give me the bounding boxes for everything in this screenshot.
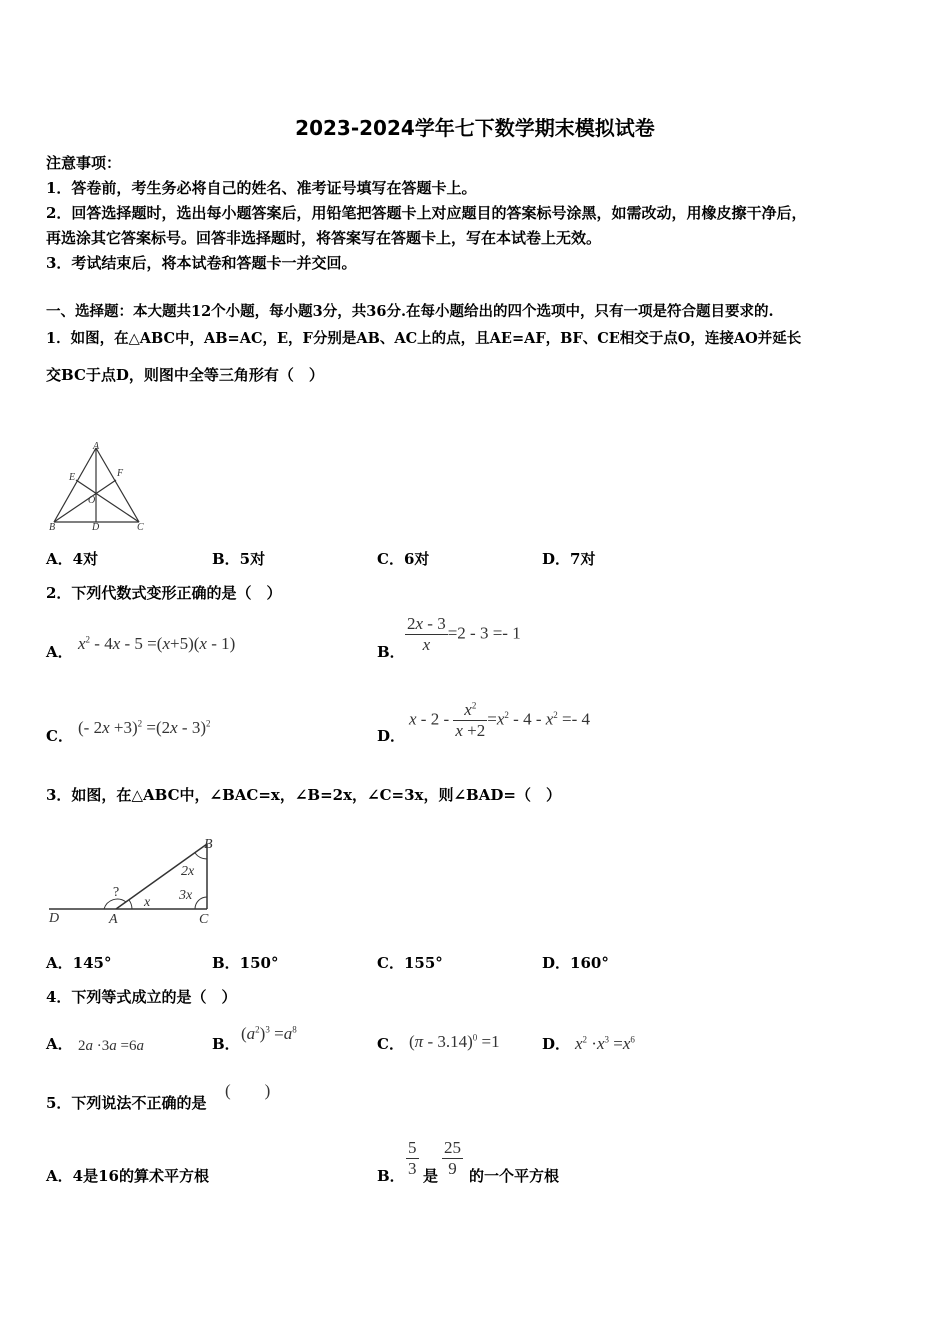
q5-option-b-fraction1: $\frac{5}{3}$ [408,1138,417,1178]
q1-option-c[interactable]: C．6对 [377,550,430,568]
q2-option-d-label[interactable]: D． [377,727,406,745]
note-item: 3．考试结束后，将本试卷和答题卡一并交回。 [46,254,357,272]
label-3x: 3x [179,888,193,903]
label-question: ? [113,885,120,900]
q1-option-a[interactable]: A．4对 [46,550,99,568]
q4-option-c-formula: (π - 3.14)$^0$ =1 [409,1032,500,1051]
q4-option-d-label[interactable]: D． [542,1035,571,1053]
note-item: 1．答卷前，考生务必将自己的姓名、准考证号填写在答题卡上。 [46,179,477,197]
q2-option-d-formula: x - 2 - $\frac{x^2}{x +2}$ $=x^2 - 4 - x^2 =- 4$ [409,700,591,740]
label-d: D [92,522,100,533]
q3-triangle-figure [44,832,224,930]
label-2x: 2x [181,864,195,879]
label-f: F [117,468,124,479]
q2-stem: 2．下列代数式变形正确的是（ ） [46,584,282,602]
q4-option-d-formula: $x^2 \cdot x^3 =x^6$ [575,1034,635,1053]
q3-option-d[interactable]: D．160° [542,954,609,972]
q4-option-c-label[interactable]: C． [377,1035,404,1053]
label-a: A [93,441,100,452]
q1-stem-line2: 交BC于点D，则图中全等三角形有（ ） [46,366,324,384]
q1-option-d[interactable]: D．7对 [542,550,596,568]
angle-arc-b [195,853,207,859]
label-o: O [88,495,96,506]
segment-ab [54,448,96,522]
label-a: A [109,912,118,927]
q2-option-a-formula: $x^2 - 4x - 5 =(x+5)(x - 1)$ [78,634,236,653]
label-d: D [49,911,60,926]
q2-option-b-formula: $\frac{2x - 3}{x}$ =2 - 3 =- 1 [407,614,521,654]
q4-option-b-formula: $(a^2)^3 =a^8$ [241,1024,297,1043]
section-heading: 一、选择题：本大题共12个小题，每小题3分，共36分.在每小题给出的四个选项中，只有一项是符合题目要求的. [46,303,774,320]
q4-option-a-formula: 2a ·3a =6a [78,1038,144,1054]
note-item: 再选涂其它答案标号。回答非选择题时，将答案写在答题卡上，写在本试卷上无效。 [46,229,602,247]
q4-option-b-label[interactable]: B． [212,1035,240,1053]
q5-option-b-end: 的一个平方根 [469,1167,560,1185]
label-x: x [144,895,151,910]
segment-ac [96,448,139,522]
q4-stem: 4．下列等式成立的是（ ） [46,988,237,1006]
q1-stem-line1: 1．如图，在△ABC中，AB=AC，E，F分别是AB、AC上的点，且AE=AF，BF、CE相交于点O，连接AO并延长 [46,330,802,347]
q2-option-a-label[interactable]: A． [46,643,73,661]
q1-triangle-figure [44,440,154,535]
label-e: E [69,472,76,483]
q5-option-a[interactable]: A．4是16的算术平方根 [46,1167,209,1185]
q3-option-c[interactable]: C．155° [377,954,443,972]
q2-option-c-formula: (- 2x +3)$^2$ =(2x - 3)$^2$ [78,718,211,737]
label-c: C [199,912,209,927]
q2-option-c-label[interactable]: C． [46,727,73,745]
notes-heading: 注意事项： [46,154,122,172]
page-title: 2023-2024学年七下数学期末模拟试卷 [295,116,655,140]
label-b: B [49,522,56,533]
label-c: C [137,522,144,533]
label-b: B [204,837,213,852]
q3-option-a[interactable]: A．145° [46,954,112,972]
q5-answer-paren: ( ) [225,1081,271,1100]
q2-option-b-label[interactable]: B． [377,643,405,661]
q5-option-b-label[interactable]: B． [377,1167,405,1185]
angle-arc-c [195,897,207,909]
note-item: 2．回答选择题时，选出每小题答案后，用铅笔把答题卡上对应题目的答案标号涂黑，如需改动，用橡皮擦干净后， [46,204,807,222]
q5-stem: 5．下列说法不正确的是 [46,1094,207,1112]
angle-arc-bac [129,900,132,909]
q5-option-b-fraction2: $\frac{25}{9}$ [444,1138,461,1178]
q1-option-b[interactable]: B．5对 [212,550,266,568]
q4-option-a-label[interactable]: A． [46,1035,73,1053]
q3-option-b[interactable]: B．150° [212,954,279,972]
q5-option-b-mid: 是 [423,1167,439,1185]
q3-stem: 3．如图，在△ABC中，∠BAC=x，∠B=2x，∠C=3x，则∠BAD=（ ） [46,786,561,804]
